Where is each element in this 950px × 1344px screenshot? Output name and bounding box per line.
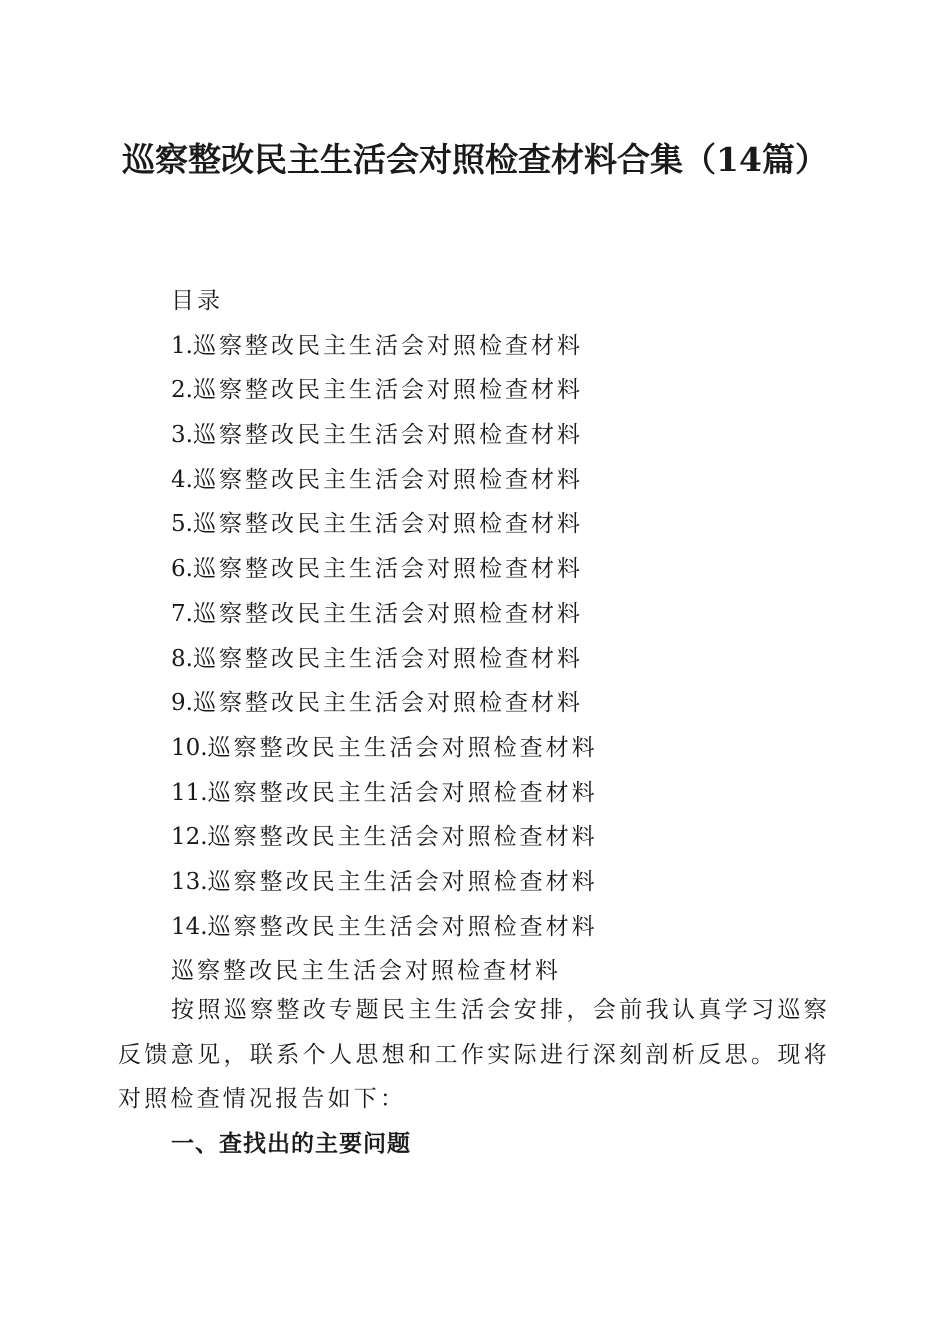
toc-item-number: 10. bbox=[171, 734, 208, 761]
toc-item-text: 巡察整改民主生活会对照检查材料 bbox=[192, 466, 583, 493]
toc-item bbox=[171, 592, 851, 637]
toc-item bbox=[171, 771, 851, 816]
section-heading: 一、查找出的主要问题 bbox=[171, 1131, 411, 1157]
toc-item-number: 3. bbox=[171, 422, 193, 449]
toc-item bbox=[171, 324, 851, 369]
toc-item-text: 巡察整改民主生活会对照检查材料 bbox=[192, 600, 583, 627]
toc-item-number: 13. bbox=[171, 868, 208, 895]
toc-item-text: 巡察整改民主生活会对照检查材料 bbox=[192, 422, 583, 449]
toc-item-number: 9. bbox=[171, 690, 193, 717]
toc-item-number: 1. bbox=[171, 332, 193, 359]
toc-item bbox=[171, 458, 851, 503]
toc-item-number: 2. bbox=[171, 377, 193, 404]
toc-item-number: 11. bbox=[171, 779, 208, 806]
toc-item-number: 5. bbox=[171, 511, 193, 538]
table-of-contents bbox=[171, 279, 851, 994]
toc-heading: 目录 bbox=[171, 288, 223, 314]
toc-item bbox=[171, 905, 851, 950]
toc-item-text: 巡察整改民主生活会对照检查材料 bbox=[207, 734, 598, 761]
toc-item-text: 巡察整改民主生活会对照检查材料 bbox=[207, 824, 598, 851]
toc-item-text: 巡察整改民主生活会对照检查材料 bbox=[192, 645, 583, 672]
toc-item-text: 巡察整改民主生活会对照检查材料 bbox=[207, 779, 598, 806]
toc-item bbox=[171, 815, 851, 860]
toc-item-text: 巡察整改民主生活会对照检查材料 bbox=[207, 913, 598, 940]
toc-item-text: 巡察整改民主生活会对照检查材料 bbox=[192, 332, 583, 359]
toc-item bbox=[171, 726, 851, 771]
toc-item-text: 巡察整改民主生活会对照检查材料 bbox=[192, 556, 583, 583]
toc-item bbox=[171, 681, 851, 726]
intro-paragraph: 按照巡察整改专题民主生活会安排，会前我认真学习巡察反馈意见，联系个人思想和工作实际进行深刻剖析反思。现将对照检查情况报告如下： bbox=[118, 997, 830, 1113]
toc-item-text: 巡察整改民主生活会对照检查材料 bbox=[192, 511, 583, 538]
toc-item bbox=[171, 368, 851, 413]
toc-item-text: 巡察整改民主生活会对照检查材料 bbox=[192, 377, 583, 404]
toc-item bbox=[171, 860, 851, 905]
toc-item-text: 巡察整改民主生活会对照检查材料 bbox=[207, 868, 598, 895]
document-title: 巡察整改民主生活会对照检查材料合集（14篇） bbox=[122, 140, 828, 179]
toc-item bbox=[171, 502, 851, 547]
toc-item-number: 6. bbox=[171, 556, 193, 583]
toc-item-text: 巡察整改民主生活会对照检查材料 bbox=[192, 690, 583, 717]
toc-item-number: 14. bbox=[171, 913, 208, 940]
toc-item-number: 7. bbox=[171, 600, 193, 627]
toc-item-number: 4. bbox=[171, 466, 193, 493]
toc-item bbox=[171, 413, 851, 458]
toc-item bbox=[171, 637, 851, 682]
toc-item-number: 12. bbox=[171, 824, 208, 851]
section-title: 巡察整改民主生活会对照检查材料 bbox=[171, 958, 561, 985]
toc-item-number: 8. bbox=[171, 645, 193, 672]
toc-item bbox=[171, 547, 851, 592]
